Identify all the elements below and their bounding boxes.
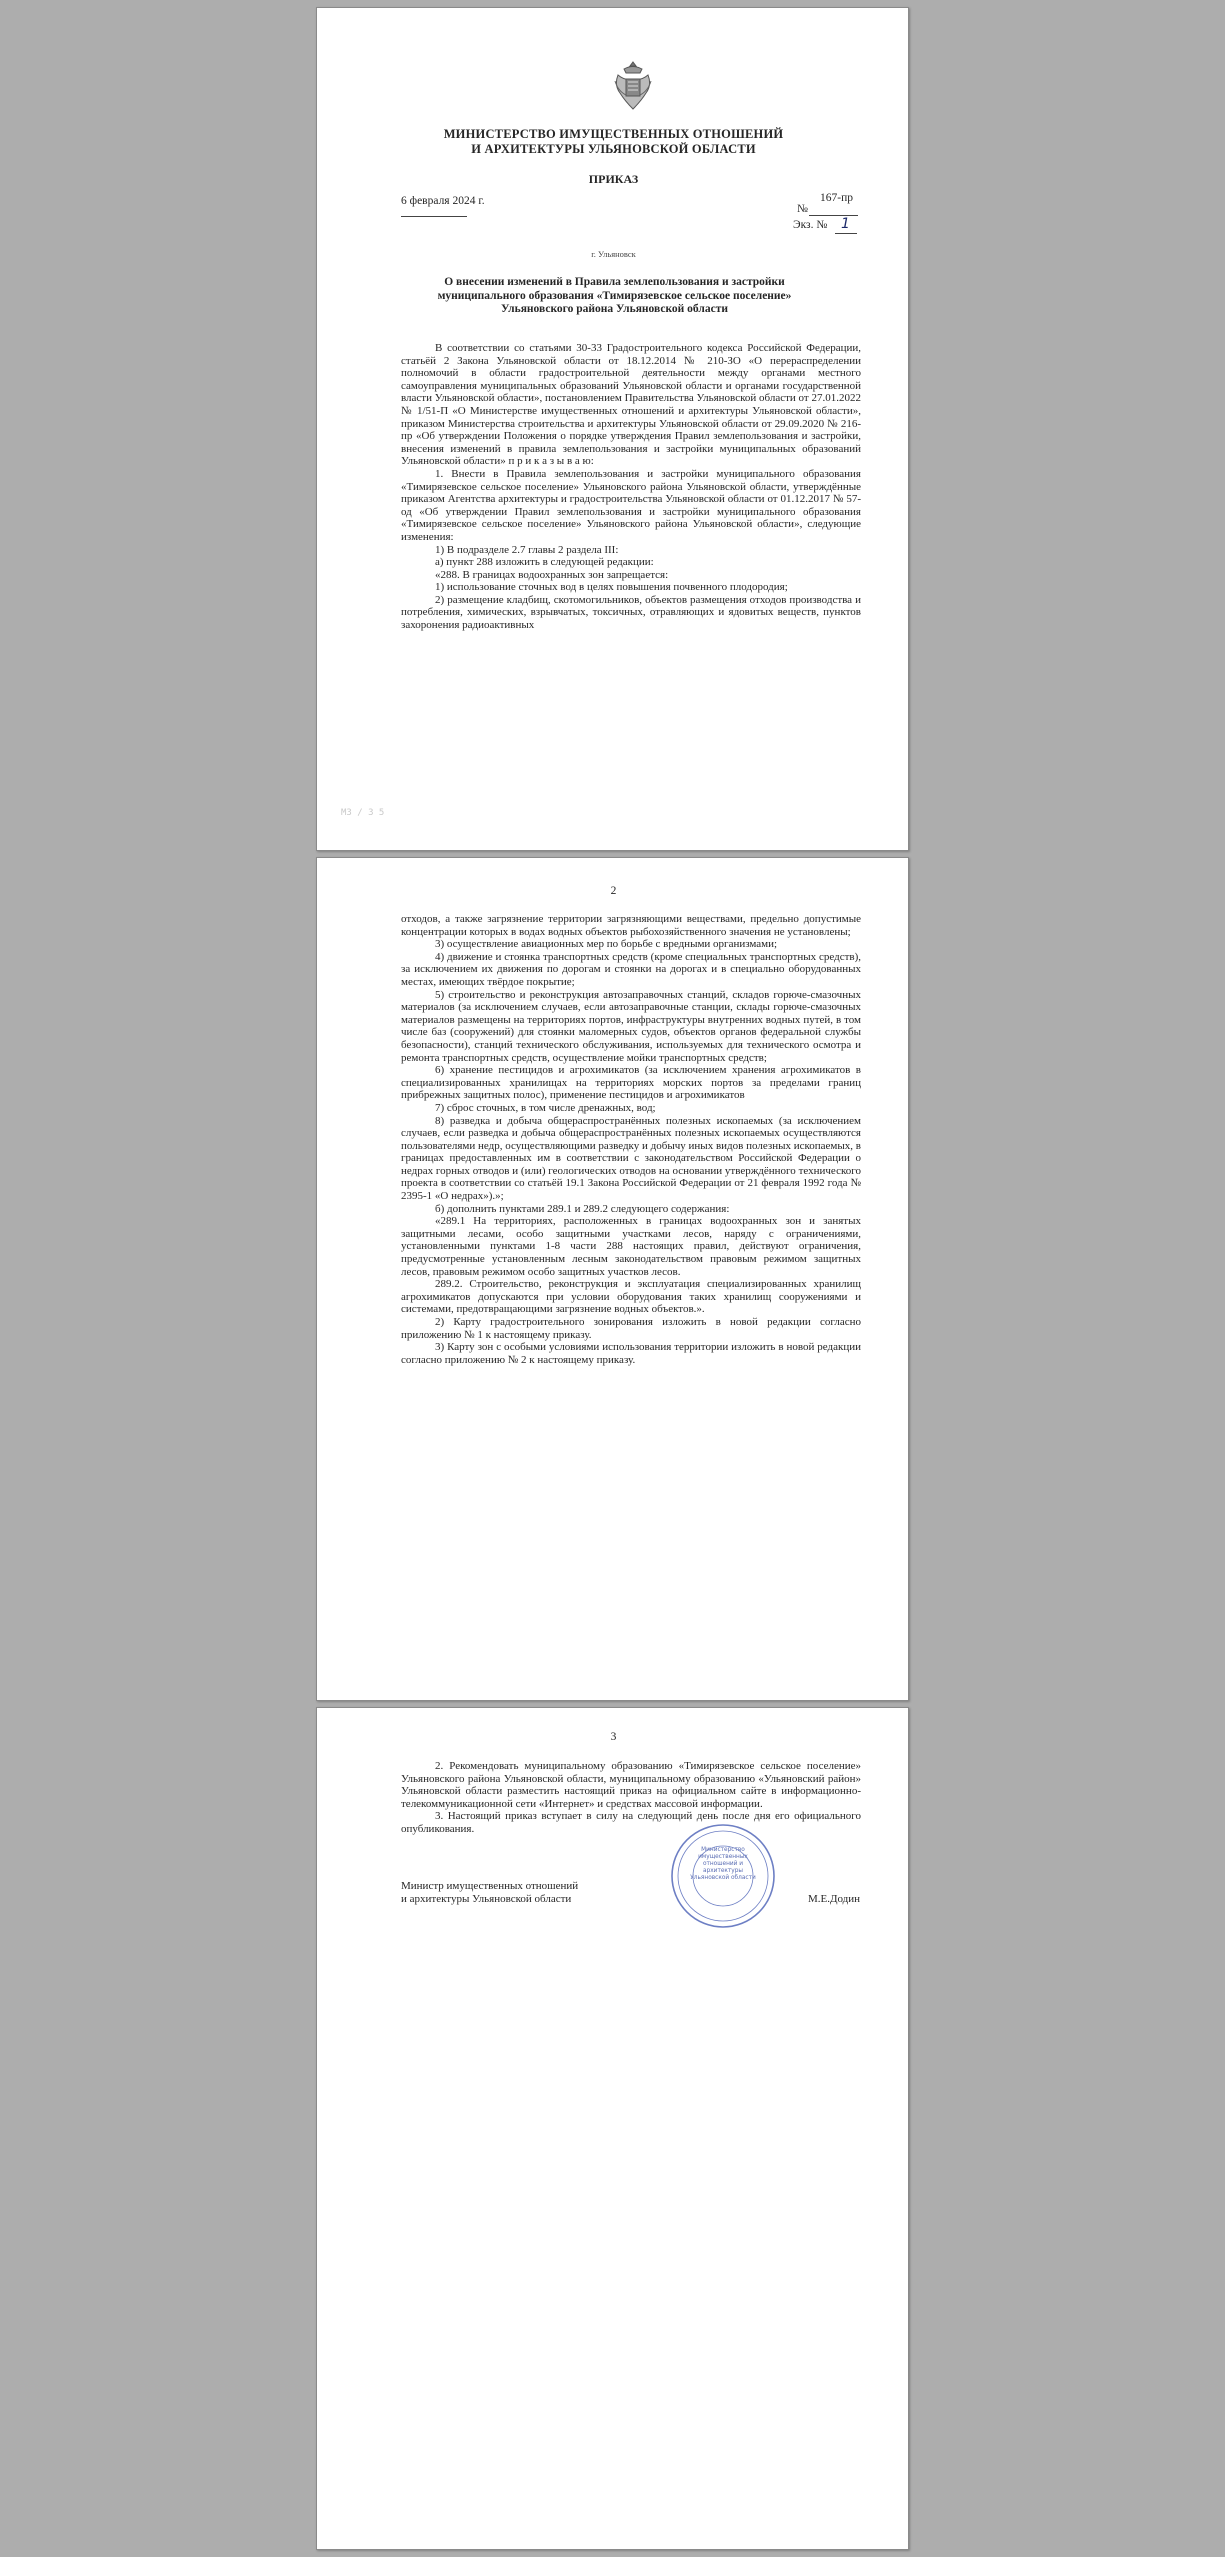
signatory-title-line-1: Министр имущественных отношений <box>401 1880 579 1892</box>
paragraph: 7) сброс сточных, в том числе дренажных, вод; <box>435 1101 656 1114</box>
paragraph: б) дополнить пунктами 289.1 и 289.2 следующего содержания: <box>435 1202 730 1215</box>
seal-text: Министерство имущественных отношений и архитектуры Ульяновской области <box>690 1847 756 1881</box>
paragraph: «289.1 На территориях, расположенных в границах водоохранных зон и занятых защитными лесами, особо защитными участками лесов, наряду с ограничениями, установленными пунктами 1-8 части 288 настоящих правил, действуют ограничения, предусмотренные установленным лесным законодательством правовым режимом защитных лесов, правовым режимом особо защитных участков лесов. <box>401 1215 861 1278</box>
paragraph: 4) движение и стоянка транспортных средств (кроме специальных транспортных средств), за исключением их движения по дорогам и стоянки на дорогах и в специально оборудованных местах, имеющих твёрдое покрытие; <box>401 950 861 988</box>
document-page-1 <box>316 7 909 851</box>
paragraph: 6) хранение пестицидов и агрохимикатов (за исключением хранения агрохимикатов в специализированных хранилищах на территориях морских портов за пределами границ прибрежных защитных полос), применение пестицидов и агрохимикатов <box>401 1064 861 1102</box>
date-underline <box>401 216 467 217</box>
page-2-body <box>401 913 861 1366</box>
paragraph: 5) строительство и реконструкция автозаправочных станций, складов горюче-смазочных материалов (за исключением случаев, если автозаправочные станции, склады горюче-смазочных материалов размещены на территориях портов, инфраструктуры внутренних водных путей, в том числе баз (сооружений) для стоянки маломерных судов, объектов органов федеральной службы безопасности), станций технического обслуживания, используемых для технического осмотра и ремонта транспортных средств, осуществление мойки транспортных средств; <box>401 988 861 1064</box>
number-underline <box>809 215 858 216</box>
order-date: 6 февраля 2024 г. <box>401 195 485 207</box>
signatory-title-line-2: и архитектуры Ульяновской области <box>401 1893 572 1905</box>
paragraph: 1. Внести в Правила землепользования и застройки муниципального образования «Тимирязевское сельское поселение» Ульяновского района Ульяновской области, утверждённые приказом Агентства архитектуры и градостроительства Ульяновской области от 01.12.2017 № 57-од «Об утверждении Правил землепользования и застройки муниципального образования «Тимирязевское сельское поселение» Ульяновского района Ульяновской области», следующие изменения: <box>401 467 861 543</box>
paragraph: В соответствии со статьями 30-33 Градостроительного кодекса Российской Федерации, статьёй 2 Закона Ульяновской области от 18.12.2014 № 210-ЗО «О перераспределении полномочий в области градостроительной деятельности между органами местного самоуправления муниципальных образований Ульяновской области и органами государственной власти Ульяновской области», постановлением Правительства Ульяновской области от 27.01.2022 № 1/51-П «О Министерстве имущественных отношений и архитектуры Ульяновской области», приказом Министерства строительства и архитектуры Ульяновской области от 29.09.2020 № 216-пр «Об утверждении Положения о порядке утверждения Правил землепользования и застройки, внесения изменений в правила землепользования и застройки муниципальных образований Ульяновской области» п р и к а з ы в а ю: <box>401 342 861 468</box>
page-number: 3 <box>610 1731 617 1743</box>
order-number-value: 167-пр <box>820 192 853 204</box>
order-title: ПРИКАЗ <box>588 172 639 186</box>
document-page-2 <box>316 857 909 1701</box>
copy-number-value: 1 <box>841 216 850 232</box>
paragraph: 3. Настоящий приказ вступает в силу на следующий день после дня его официального опубликования. <box>401 1810 861 1835</box>
document-page-3 <box>316 1707 909 2550</box>
paragraph: 3) осуществление авиационных мер по борьбе с вредными организмами; <box>435 938 778 951</box>
paragraph: 3) Карту зон с особыми условиями использования территории изложить в новой редакции согласно приложению № 2 к настоящему приказу. <box>401 1341 861 1366</box>
paragraph: 2) размещение кладбищ, скотомогильников, объектов размещения отходов производства и потребления, химических, взрывчатых, токсичных, отравляющих и ядовитых веществ, пунктов захоронения радиоактивных <box>401 593 861 632</box>
paragraph: 2. Рекомендовать муниципальному образованию «Тимирязевское сельское поселение» Ульяновского района Ульяновской области, муниципальному образованию «Ульяновский район» Ульяновской области разместить настоящий приказ на официальном сайте в информационно-телекоммуникационной сети «Интернет» и средствах массовой информации. <box>401 1760 861 1810</box>
scan-mark: М3 / 3 5 <box>341 808 385 818</box>
paragraph: а) пункт 288 изложить в следующей редакции: <box>435 556 654 569</box>
order-subject: О внесении изменений в Правила землепользования и застройки муниципального образования «Тимирязевское сельское поселение» Ульяновского района Ульяновской области <box>437 276 792 315</box>
page-1-body <box>401 342 861 632</box>
paragraph: 289.2. Строительство, реконструкция и эксплуатация специализированных хранилищ агрохимикатов допускаются при условии оборудования таких хранилищ сооружениями и системами, предотвращающими загрязнение водных объектов.». <box>401 1278 861 1316</box>
copy-number-label: Экз. № <box>793 219 828 231</box>
ministry-line-1: МИНИСТЕРСТВО ИМУЩЕСТВЕННЫХ ОТНОШЕНИЙ <box>443 127 784 141</box>
paragraph: 1) В подразделе 2.7 главы 2 раздела III: <box>435 543 619 556</box>
paragraph: 1) использование сточных вод в целях повышения почвенного плодородия; <box>435 581 788 594</box>
coat-of-arms-icon <box>612 59 654 113</box>
copy-underline <box>835 233 857 234</box>
page-3-body <box>401 1760 861 1836</box>
page-number: 2 <box>610 885 617 897</box>
ministry-header <box>317 127 909 157</box>
signatory-title <box>401 1880 631 1906</box>
signatory-name: М.Е.Додин <box>808 1893 861 1905</box>
ministry-line-2: И АРХИТЕКТУРЫ УЛЬЯНОВСКОЙ ОБЛАСТИ <box>471 142 756 156</box>
paragraph: 2) Карту градостроительного зонирования изложить в новой редакции согласно приложению № 1 к настоящему приказу. <box>401 1316 861 1341</box>
paragraph: 8) разведка и добыча общераспространённых полезных ископаемых (за исключением случаев, если разведка и добыча общераспространённых полезных ископаемых осуществляются пользователями недр, осуществляющими разведку и добычу иных видов полезных ископаемых, в границах предоставленных им в соответствии с законодательством Российской Федерации о недрах горных отводов и (или) геологических отводов на основании утверждённого технического проекта в соответствии со статьёй 19.1 Закона Российской Федерации от 21 февраля 1992 года № 2395-1 «О недрах»).»; <box>401 1114 861 1203</box>
order-number-label: № <box>797 203 808 215</box>
paragraph: отходов, а также загрязнение территории загрязняющими веществами, предельно допустимые концентрации которых в водах водных объектов рыбохозяйственного значения не установлены; <box>401 913 861 938</box>
paragraph: «288. В границах водоохранных зон запрещается: <box>435 568 669 581</box>
city-label: г. Ульяновск <box>591 249 636 259</box>
